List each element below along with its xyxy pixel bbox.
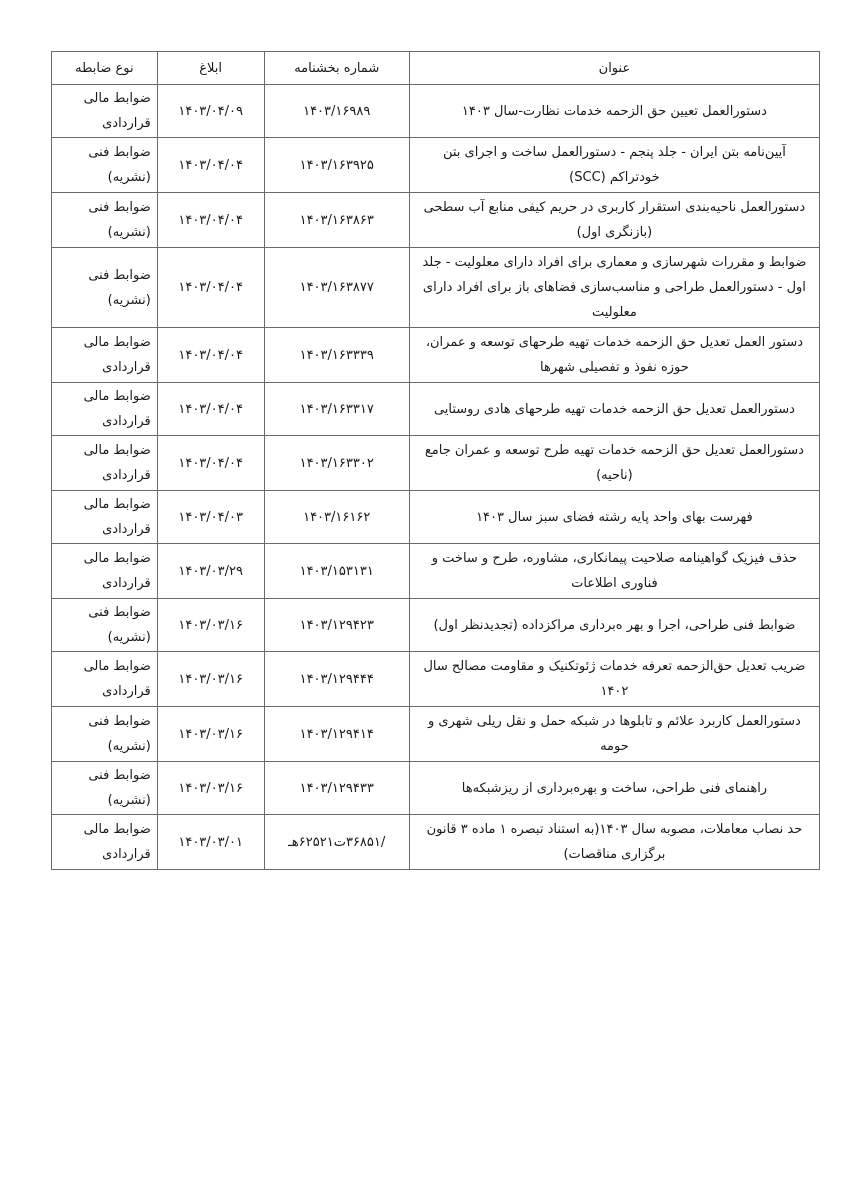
- row-circular-number: ۱۴۰۳/۱۶۱۶۲: [264, 491, 409, 544]
- table-header-row: [52, 52, 820, 85]
- table-row: [52, 193, 820, 248]
- row-title: ضوابط و مقررات شهرسازی و معماری برای افراد دارای معلولیت - جلد اول - دستورالعمل طراحی و مناسب‌سازی فضاهای باز برای افراد دارای معلولیت: [409, 248, 819, 328]
- row-date: ۱۴۰۳/۰۳/۲۹: [157, 544, 264, 599]
- row-date: ۱۴۰۳/۰۳/۱۶: [157, 652, 264, 707]
- row-circular-number: ۱۴۰۳/۱۵۳۱۳۱: [264, 544, 409, 599]
- table-row: [52, 491, 820, 544]
- row-date: ۱۴۰۳/۰۳/۱۶: [157, 599, 264, 652]
- row-date: ۱۴۰۳/۰۴/۰۴: [157, 328, 264, 383]
- row-circular-number: /۳۶۸۵۱ت۶۲۵۲۱هـ: [264, 815, 409, 870]
- row-type: ضوابط فنی (نشریه): [52, 707, 158, 762]
- table-row: [52, 544, 820, 599]
- row-circular-number: ۱۴۰۳/۱۶۳۹۲۵: [264, 138, 409, 193]
- row-date: ۱۴۰۳/۰۴/۰۴: [157, 193, 264, 248]
- row-title: دستورالعمل ناحیه‌بندی استقرار کاربری در حریم کیفی منابع آب سطحی (بازنگری اول): [409, 193, 819, 248]
- row-date: ۱۴۰۳/۰۴/۰۴: [157, 248, 264, 328]
- row-circular-number: ۱۴۰۳/۱۶۳۳۳۹: [264, 328, 409, 383]
- table-body: [52, 85, 820, 870]
- row-circular-number: ۱۴۰۳/۱۶۳۸۶۳: [264, 193, 409, 248]
- row-type: ضوابط فنی (نشریه): [52, 193, 158, 248]
- table-row: [52, 815, 820, 870]
- row-circular-number: ۱۴۰۳/۱۶۳۸۷۷: [264, 248, 409, 328]
- row-type: ضوابط مالی قراردادی: [52, 328, 158, 383]
- table-row: [52, 248, 820, 328]
- table-row: [52, 138, 820, 193]
- row-date: ۱۴۰۳/۰۴/۰۴: [157, 138, 264, 193]
- regulations-table: [51, 51, 820, 870]
- header-circular-number: شماره بخشنامه: [264, 52, 409, 85]
- table-row: [52, 85, 820, 138]
- row-date: ۱۴۰۳/۰۴/۰۳: [157, 491, 264, 544]
- row-date: ۱۴۰۳/۰۴/۰۴: [157, 436, 264, 491]
- row-date: ۱۴۰۳/۰۳/۰۱: [157, 815, 264, 870]
- row-type: ضوابط مالی قراردادی: [52, 85, 158, 138]
- row-type: ضوابط فنی (نشریه): [52, 762, 158, 815]
- row-type: ضوابط فنی (نشریه): [52, 248, 158, 328]
- row-type: ضوابط مالی قراردادی: [52, 652, 158, 707]
- row-title: راهنمای فنی طراحی، ساخت و بهره‌برداری از ریزشبکه‌ها: [409, 762, 819, 815]
- table-row: [52, 762, 820, 815]
- row-circular-number: ۱۴۰۳/۱۲۹۴۴۴: [264, 652, 409, 707]
- row-title: فهرست بهای واحد پایه رشته فضای سبز سال ۱۴۰۳: [409, 491, 819, 544]
- row-type: ضوابط فنی (نشریه): [52, 138, 158, 193]
- row-type: ضوابط مالی قراردادی: [52, 544, 158, 599]
- row-title: آیین‌نامه بتن ایران - جلد پنجم - دستورالعمل ساخت و اجرای بتن خودتراکم (SCC): [409, 138, 819, 193]
- header-regulation-type: نوع ضابطه: [52, 52, 158, 85]
- row-type: ضوابط مالی قراردادی: [52, 383, 158, 436]
- table-row: [52, 383, 820, 436]
- row-title: دستورالعمل تعدیل حق الزحمه خدمات تهیه طرحهای هادی روستایی: [409, 383, 819, 436]
- table-row: [52, 707, 820, 762]
- table-row: [52, 652, 820, 707]
- row-title: دستور العمل تعدیل حق الزحمه خدمات تهیه طرحهای توسعه و عمران، حوزه نفوذ و تفصیلی شهرها: [409, 328, 819, 383]
- row-type: ضوابط فنی (نشریه): [52, 599, 158, 652]
- row-circular-number: ۱۴۰۳/۱۲۹۴۲۳: [264, 599, 409, 652]
- row-type: ضوابط مالی قراردادی: [52, 436, 158, 491]
- row-title: دستورالعمل تعدیل حق الزحمه خدمات تهیه طرح توسعه و عمران جامع (ناحیه): [409, 436, 819, 491]
- row-date: ۱۴۰۳/۰۴/۰۴: [157, 383, 264, 436]
- row-circular-number: ۱۴۰۳/۱۲۹۴۳۳: [264, 762, 409, 815]
- header-notification-date: ابلاغ: [157, 52, 264, 85]
- row-type: ضوابط مالی قراردادی: [52, 491, 158, 544]
- row-title: حذف فیزیک گواهینامه صلاحیت پیمانکاری، مشاوره، طرح و ساخت و فناوری اطلاعات: [409, 544, 819, 599]
- row-date: ۱۴۰۳/۰۴/۰۹: [157, 85, 264, 138]
- row-title: ضریب تعدیل حق‌الزحمه تعرفه خدمات ژئوتکنیک و مقاومت مصالح سال ۱۴۰۲: [409, 652, 819, 707]
- row-title: دستورالعمل تعیین حق الزحمه خدمات نظارت-سال ۱۴۰۳: [409, 85, 819, 138]
- row-circular-number: ۱۴۰۳/۱۲۹۴۱۴: [264, 707, 409, 762]
- row-circular-number: ۱۴۰۳/۱۶۹۸۹: [264, 85, 409, 138]
- row-type: ضوابط مالی قراردادی: [52, 815, 158, 870]
- row-title: دستورالعمل کاربرد علائم و تابلوها در شبکه حمل و نقل ریلی شهری و حومه: [409, 707, 819, 762]
- table-row: [52, 436, 820, 491]
- table-row: [52, 328, 820, 383]
- row-date: ۱۴۰۳/۰۳/۱۶: [157, 707, 264, 762]
- row-date: ۱۴۰۳/۰۳/۱۶: [157, 762, 264, 815]
- row-circular-number: ۱۴۰۳/۱۶۳۳۰۲: [264, 436, 409, 491]
- table-row: [52, 599, 820, 652]
- header-title: عنوان: [409, 52, 819, 85]
- row-circular-number: ۱۴۰۳/۱۶۳۳۱۷: [264, 383, 409, 436]
- row-title: حد نصاب معاملات، مصوبه سال ۱۴۰۳(به استناد تبصره ۱ ماده ۳ قانون برگزاری مناقصات): [409, 815, 819, 870]
- row-title: ضوابط فنی طراحی، اجرا و بهر ه‌برداری مراکزداده (تجدیدنظر اول): [409, 599, 819, 652]
